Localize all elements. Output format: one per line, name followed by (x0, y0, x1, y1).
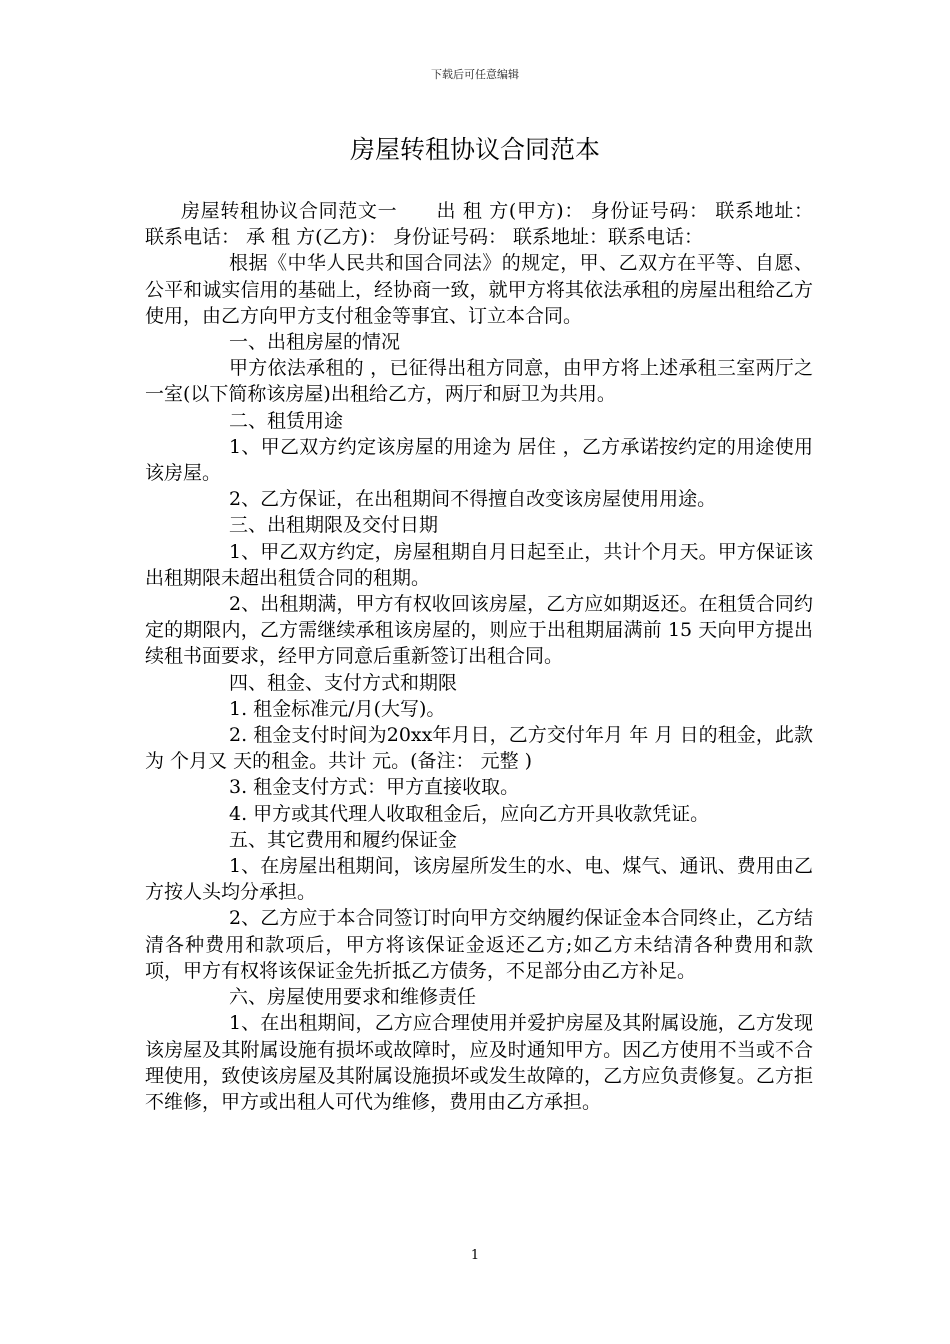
paragraph-parties: 房屋转租协议合同范文一 出 租 方(甲方)： 身份证号码： 联系地址： 联系电话： 承 租 方(乙方)： 身份证号码： 联系地址：联系电话： (145, 200, 813, 249)
paragraph: 2、乙方保证，在出租期间不得擅自改变该房屋使用用途。 (229, 488, 717, 511)
paragraph-preamble: 根据《中华人民共和国合同法》的规定，甲、乙双方在平等、自愿、公平和诚实信用的基础上，经协商一致，就甲方将其依法承租的房屋出租给乙方使用，由乙方向甲方支付租金等事宜、订立本合同。 (145, 252, 813, 327)
page-header-note: 下载后可任意编辑 (431, 68, 519, 81)
paragraph: 4. 甲方或其代理人收取租金后，应向乙方开具收款凭证。 (229, 802, 710, 825)
document-title: 房屋转租协议合同范本 (349, 135, 600, 164)
paragraph: 1、甲乙双方约定，房屋租期自月日起至止，共计个月天。甲方保证该出租期限未超出租赁合同的租期。 (145, 540, 813, 589)
section-heading-4: 四、租金、支付方式和期限 (229, 671, 458, 694)
paragraph: 3. 租金支付方式：甲方直接收取。 (229, 776, 520, 799)
section-heading-3: 三、出租期限及交付日期 (229, 514, 439, 537)
paragraph: 2. 租金支付时间为20xx年月日，乙方交付年月 年 月 日的租金，此款为 个月又 天的租金。共计 元。(备注： 元整 ) (145, 724, 813, 773)
section-heading-5: 五、其它费用和履约保证金 (229, 828, 458, 851)
paragraph: 1. 租金标准元/月(大写)。 (229, 697, 446, 720)
paragraph: 1、在房屋出租期间，该房屋所发生的水、电、煤气、通讯、费用由乙方按人头均分承担。 (145, 855, 813, 904)
section-heading-2: 二、租赁用途 (229, 409, 344, 432)
paragraph: 2、乙方应于本合同签订时向甲方交纳履约保证金本合同终止，乙方结清各种费用和款项后，甲方将该保证金返还乙方;如乙方未结清各种费用和款项，甲方有权将该保证金先折抵乙方债务，不足部分由乙方补足。 (145, 907, 813, 982)
paragraph: 2、出租期满，甲方有权收回该房屋，乙方应如期返还。在租赁合同约定的期限内，乙方需继续承租该房屋的，则应于出租期届满前 15 天向甲方提出续租书面要求，经甲方同意后重新签订出租合同。 (145, 593, 813, 668)
page-number: 1 (470, 1248, 480, 1263)
paragraph: 1、在出租期间，乙方应合理使用并爱护房屋及其附属设施，乙方发现该房屋及其附属设施有损坏或故障时，应及时通知甲方。因乙方使用不当或不合理使用，致使该房屋及其附属设施损坏或发生故障的，乙方应负责修复。乙方拒不维修，甲方或出租人可代为维修，费用由乙方承担。 (145, 1012, 813, 1113)
paragraph: 甲方依法承租的 ，已征得出租方同意，由甲方将上述承租三室两厅之一室(以下简称该房屋)出租给乙方，两厅和厨卫为共用。 (145, 357, 813, 406)
section-heading-6: 六、房屋使用要求和维修责任 (229, 986, 477, 1009)
paragraph: 1、甲乙双方约定该房屋的用途为 居住 ，乙方承诺按约定的用途使用该房屋。 (145, 435, 813, 485)
section-heading-1: 一、出租房屋的情况 (229, 331, 401, 354)
document-body (145, 198, 813, 1115)
